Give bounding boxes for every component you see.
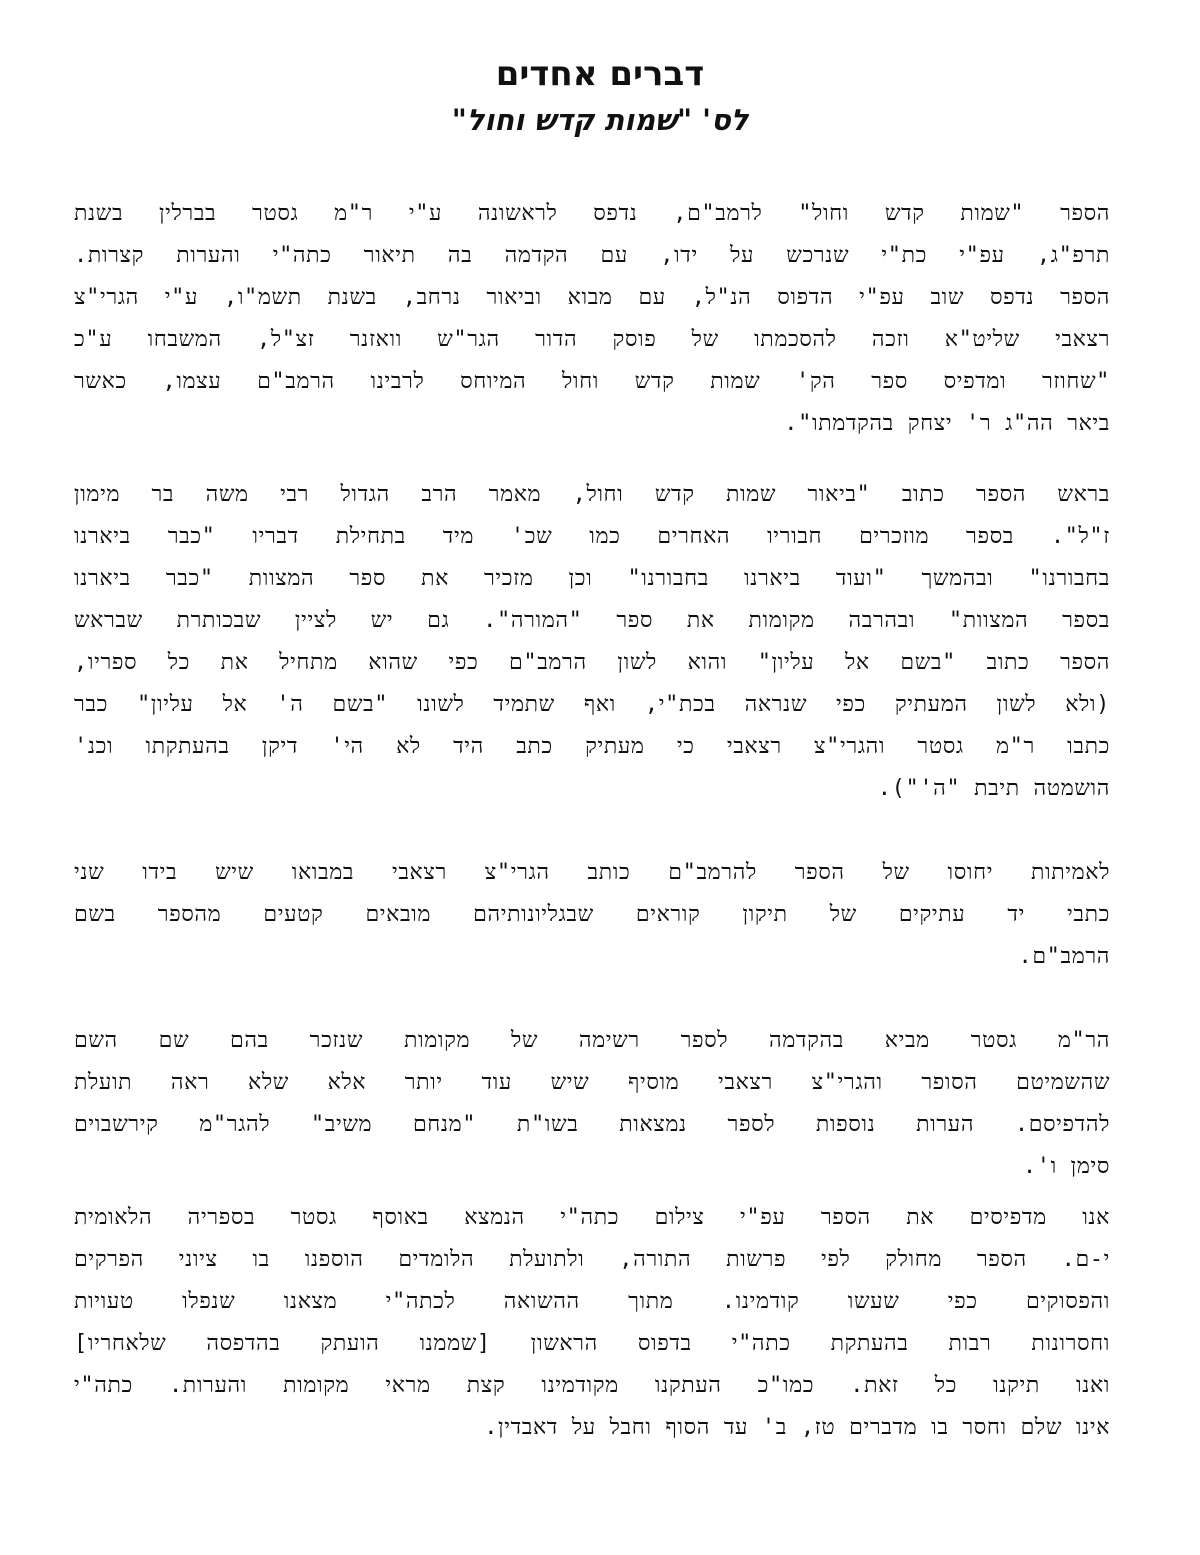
paragraph-authenticity xyxy=(74,852,1110,978)
text-line: הושמטה תיבת "ה'"). xyxy=(877,776,1110,801)
text-line: "שחוזר ומדפיס ספר הק' שמות קדש וחול המיוחס לרבינו הרמב"ם עצמו, כאשר xyxy=(74,369,1110,394)
text-line: שהשמיטם הסופר והגרי"צ רצאבי מוסיף שיש עוד יותר אלא שלא ראה תועלת xyxy=(74,1070,1110,1095)
text-line: רצאבי שליט"א וזכה להסכמתו של פוסק הדור הגר"ש וואזנר זצ"ל, המשבחו ע"כ xyxy=(74,327,1110,352)
text-line: הרמב"ם. xyxy=(1018,944,1110,969)
text-line: ביאר הה"ג ר' יצחק בהקדמתו". xyxy=(784,411,1110,436)
paragraph-this-edition xyxy=(74,1197,1110,1449)
text-line: ז"ל". בספר מוזכרים חבוריו האחרים כמו שכ' מיד בתחילת דבריו "כבר ביארנו xyxy=(74,524,1110,549)
text-line: וחסרונות רבות בהעתקת כתה"י בדפוס הראשון [שממנו הועתק בהדפסה שלאחריו] xyxy=(74,1331,1110,1356)
text-line: הר"מ גסטר מביא בהקדמה לספר רשימה של מקומות שנזכר בהם שם השם xyxy=(74,1028,1110,1053)
text-line: להדפיסם. הערות נוספות לספר נמצאות בשו"ת "מנחם משיב" להגר"מ קירשבוים xyxy=(74,1112,1110,1137)
text-line: בספר המצוות" ובהרבה מקומות את ספר "המורה". גם יש לציין שבכותרת שבראש xyxy=(74,608,1110,633)
text-line: אינו שלם וחסר בו מדברים טז, ב' עד הסוף וחבל על דאבדין. xyxy=(484,1415,1110,1440)
text-line: בראש הספר כתוב "ביאור שמות קדש וחול, מאמר הרב הגדול רבי משה בר מימון xyxy=(74,482,1110,507)
text-line: ואנו תיקנו כל זאת. כמו"כ העתקנו מקודמינו קצת מראי מקומות והערות. כתה"י xyxy=(74,1373,1110,1398)
paragraph-publication-history xyxy=(74,193,1110,445)
text-line: לאמיתות יחוסו של הספר להרמב"ם כותב הגרי"צ רצאבי במבואו שיש בידו שני xyxy=(74,860,1110,885)
page-subtitle: לס' "שמות קדש וחול" xyxy=(451,103,749,137)
text-line: כתבו ר"מ גסטר והגרי"צ רצאבי כי מעתיק כתב היד לא הי' דיקן בהעתקתו וכנ' xyxy=(74,734,1110,759)
text-line: והפסוקים כפי שעשו קודמינו. מתוך ההשואה לכתה"י מצאנו שנפלו טעויות xyxy=(74,1289,1110,1314)
paragraph-book-opening xyxy=(74,474,1110,810)
page-title: דברים אחדים xyxy=(495,54,705,94)
text-line: בחבורנו" ובהמשך "ועוד ביארנו בחבורנו" וכן מזכיר את ספר המצוות "כבר ביארנו xyxy=(74,566,1110,591)
text-line: כתבי יד עתיקים של תיקון קוראים שבגליונותיהם מובאים קטעים מהספר בשם xyxy=(74,902,1110,927)
text-line: הספר "שמות קדש וחול" לרמב"ם, נדפס לראשונה ע"י ר"מ גסטר בברלין בשנת xyxy=(74,201,1110,226)
text-line: אנו מדפיסים את הספר עפ"י צילום כתה"י הנמצא באוסף גסטר בספריה הלאומית xyxy=(74,1205,1110,1230)
text-line: (ולא לשון המעתיק כפי שנראה בכת"י, ואף שתמיד לשונו "בשם ה' אל עליון" כבר xyxy=(74,692,1110,717)
text-line: י-ם. הספר מחולק לפי פרשות התורה, ולתועלת הלומדים הוספנו בו ציוני הפרקים xyxy=(74,1247,1110,1272)
text-line: תרפ"ג, עפ"י כת"י שנרכש על ידו, עם הקדמה בה תיאור כתה"י והערות קצרות. xyxy=(74,243,1110,268)
text-line: הספר נדפס שוב עפ"י הדפוס הנ"ל, עם מבוא וביאור נרחב, בשנת תשמ"ו, ע"י הגרי"צ xyxy=(74,285,1110,310)
paragraph-omitted-names xyxy=(74,1020,1110,1188)
text-line: הספר כתוב "בשם אל עליון" והוא לשון הרמב"ם כפי שהוא מתחיל את כל ספריו, xyxy=(74,650,1110,675)
text-line: סימן ו'. xyxy=(1022,1154,1110,1179)
